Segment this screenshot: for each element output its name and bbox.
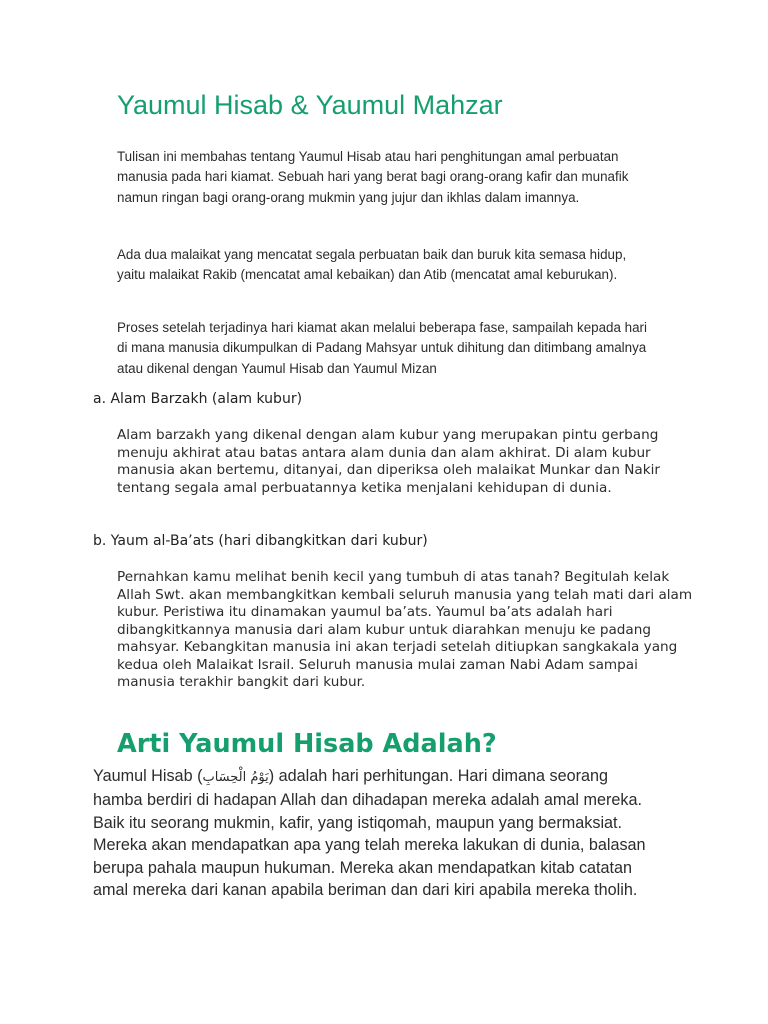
intro-paragraph-2: Ada dua malaikat yang mencatat segala perbuatan baik dan buruk kita semasa hidup, yaitu malaikat Rakib (mencatat amal kebaikan) dan Atib (mencatat amal keburukan).: [117, 247, 627, 283]
final-paragraph-body: ) adalah hari perhitungan. Hari dimana seorang hamba berdiri di hadapan Allah dan dihadapan mereka adalah amal mereka. Baik itu seorang mukmin, kafir, yang istiqomah, maupun yang bermaksiat. Mereka akan mendapatkan apa yang telah mereka lakukan di dunia, balasan berupa pahala maupun hukuman. Mereka akan mendapatkan kitab catatan amal mereka dari kanan apabila beriman dan dari kiri apabila mereka tholih.: [93, 767, 646, 900]
final-paragraph: [93, 765, 653, 901]
section-heading-yaum-al-baats: b. Yaum al-Ba’ats (hari dibangkitkan dari kubur): [93, 533, 428, 549]
document-title: Yaumul Hisab & Yaumul Mahzar: [117, 90, 503, 120]
final-paragraph-prefix: Yaumul Hisab (: [93, 767, 203, 785]
section-heading-alam-barzakh: a. Alam Barzakh (alam kubur): [93, 391, 303, 407]
intro-paragraph-1: Tulisan ini membahas tentang Yaumul Hisab atau hari penghitungan amal perbuatan manusia pada hari kiamat. Sebuah hari yang berat bagi orang-orang kafir dan munafik namun ringan bagi orang-orang mukmin yang jujur dan ikhlas dalam imannya.: [117, 149, 629, 205]
section-title-arti-yaumul-hisab: Arti Yaumul Hisab Adalah?: [117, 729, 497, 759]
intro-paragraph-3: Proses setelah terjadinya hari kiamat akan melalui beberapa fase, sampailah kepada hari di mana manusia dikumpulkan di Padang Mahsyar untuk dihitung dan ditimbang amalnya atau dikenal dengan Yaumul Hisab dan Yaumul Mizan: [117, 320, 647, 376]
section-body-alam-barzakh: Alam barzakh yang dikenal dengan alam kubur yang merupakan pintu gerbang menuju akhirat atau batas antara alam dunia dan alam akhirat. Di alam kubur manusia akan bertemu, ditanyai, dan diperiksa oleh malaikat Munkar dan Nakir tentang segala amal perbuatannya ketika menjalani kehidupan di dunia.: [117, 427, 660, 496]
arabic-text: يَوْمُ الْحِسَابِ: [202, 770, 269, 785]
section-body-yaum-al-baats: Pernahkan kamu melihat benih kecil yang tumbuh di atas tanah? Begitulah kelak Allah Swt. akan membangkitkan kembali seluruh manusia yang telah mati dari alam kubur. Peristiwa itu dinamakan yaumul ba’ats. Yaumul ba’ats adalah hari dibangkitkannya manusia dari alam kubur untuk diarahkan menuju ke padang mahsyar. Kebangkitan manusia ini akan terjadi setelah ditiupkan sangkakala yang kedua oleh Malaikat Israil. Seluruh manusia mulai zaman Nabi Adam sampai manusia terakhir bangkit dari kubur.: [117, 569, 693, 690]
